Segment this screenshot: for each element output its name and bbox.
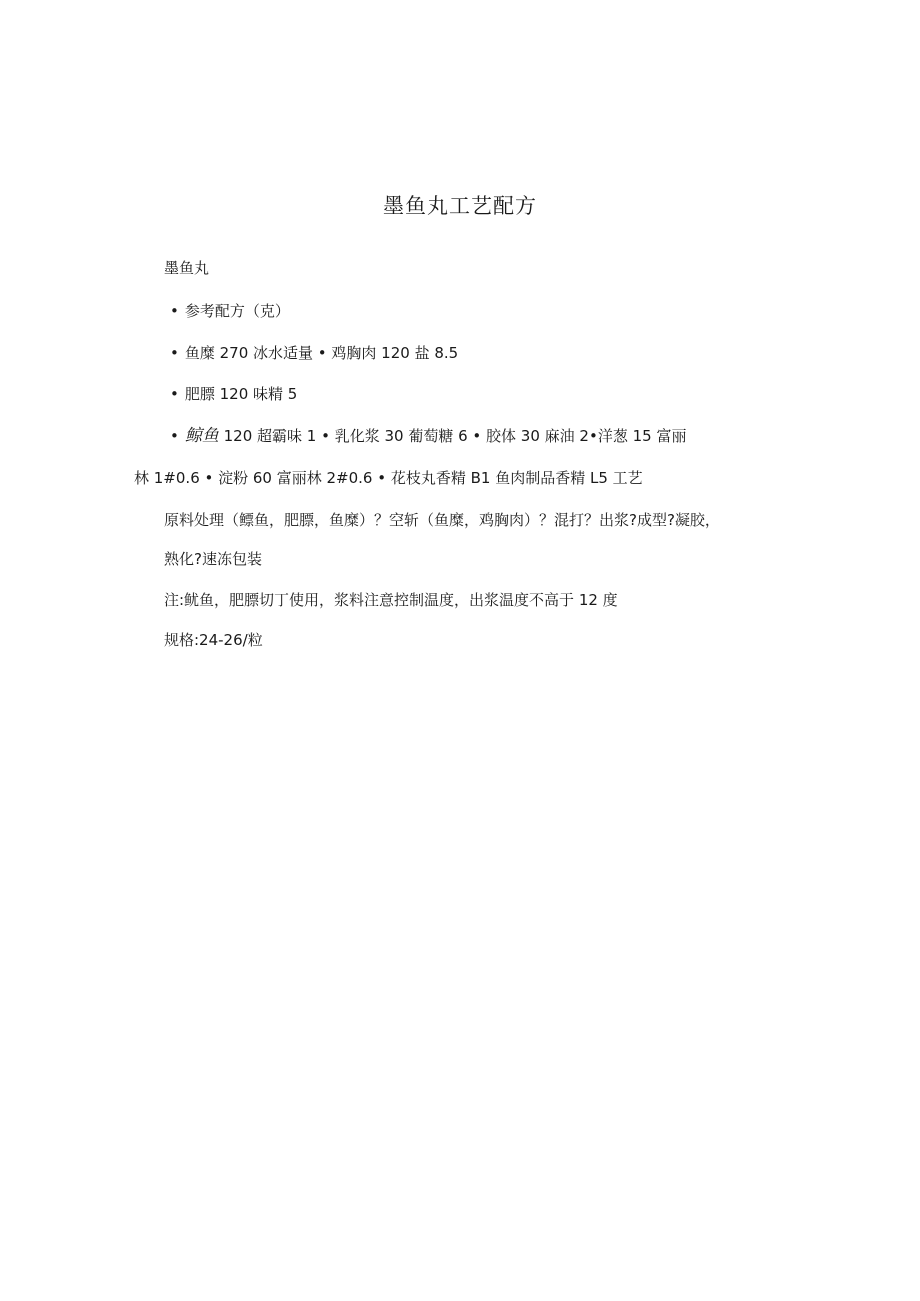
list-item-text: 鱼糜 270 冰水适量 • 鸡胸肉 120 盐 8.5 [184, 344, 459, 362]
list-item-text: 参考配方（克） [184, 302, 290, 320]
list-item-text: 肥膘 120 味精 5 [184, 385, 298, 403]
process-text-line-1: 原料处理（鳔鱼，肥膘，鱼糜）？空斩（鱼糜，鸡胸肉）？混打？出浆?成型?凝胶， [164, 511, 720, 529]
document-title: 墨鱼丸工艺配方 [383, 194, 537, 218]
bullet-icon: • [170, 302, 179, 320]
list-item-ingredients-1 [170, 343, 458, 363]
bullet-icon: • [170, 427, 179, 445]
spec-text: 规格:24-26/粒 [164, 631, 263, 649]
note-text: 注:鱿鱼，肥膘切丁使用，浆料注意控制温度，出浆温度不高于 12 度 [164, 591, 618, 609]
list-item-ingredients-3 [170, 426, 686, 446]
ingredients-continuation: 林 1#0.6 • 淀粉 60 富丽林 2#0.6 • 花枝丸香精 B1 鱼肉制品香精 L5 工艺 [134, 469, 643, 487]
bullet-icon: • [170, 344, 179, 362]
list-item-text: 120 超霸味 1 • 乳化浆 30 葡萄糖 6 • 胶体 30 麻油 2•洋葱 15 富丽 [218, 427, 687, 445]
bullet-icon: • [170, 385, 179, 403]
ingredient-italic-word: 鲸鱼 [184, 426, 219, 446]
process-text-line-2: 熟化?速冻包装 [164, 550, 262, 568]
list-item-reference-formula [170, 301, 290, 321]
section-heading: 墨鱼丸 [164, 259, 210, 277]
list-item-ingredients-2 [170, 384, 297, 404]
